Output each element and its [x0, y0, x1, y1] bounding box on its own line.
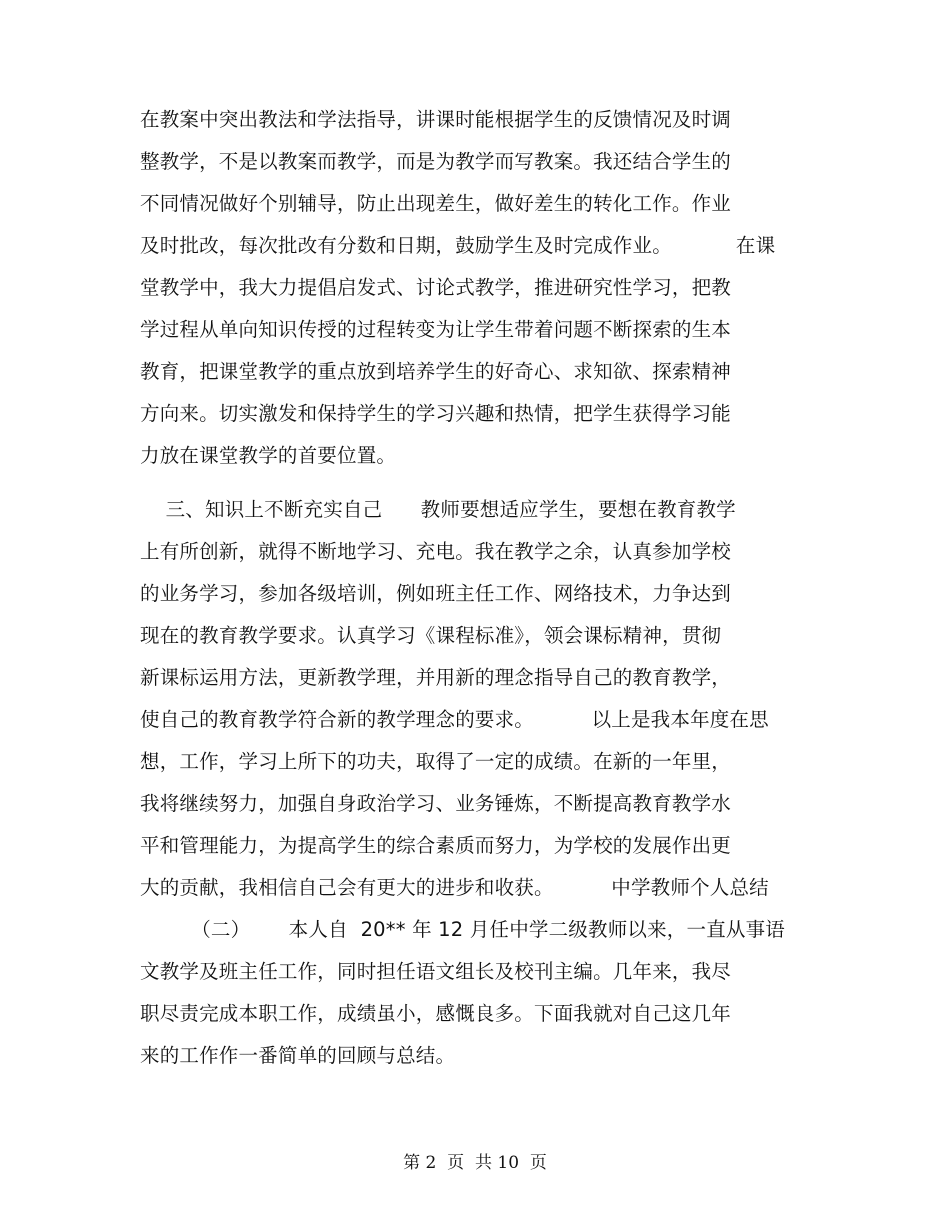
text-line: 想，工作，学习上所下的功夫，取得了一定的成绩。在新的一年里，: [140, 750, 732, 773]
text-line: 职尽责完成本职工作，成绩虽小，感慨良多。下面我就对自己这几年: [140, 1002, 732, 1025]
text-line: 学过程从单向知识传授的过程转变为让学生带着问题不断探索的生本: [140, 318, 732, 341]
page-number-footer: 第 2 页 共 10 页: [403, 1153, 547, 1173]
text-line: 使自己的教育教学符合新的教学理念的要求。 以上是我本年度在思: [140, 708, 769, 731]
text-line: 方向来。切实激发和保持学生的学习兴趣和热情，把学生获得学习能: [140, 402, 732, 425]
text-line: 现在的教育教学要求。认真学习《课程标准》，领会课标精神，贯彻: [140, 624, 722, 647]
text-line: 大的贡献，我相信自己会有更大的进步和收获。 中学教师个人总结: [140, 876, 769, 899]
text-line: 力放在课堂教学的首要位置。: [140, 444, 397, 467]
text-line: 我将继续努力，加强自身政治学习、业务锤炼，不断提高教育教学水: [140, 792, 732, 815]
text-line: 上有所创新，就得不断地学习、充电。我在教学之余，认真参加学校: [140, 540, 732, 563]
text-line: （二） 本人自 20** 年 12 月任中学二级教师以来，一直从事语: [140, 918, 785, 941]
text-line: 整教学，不是以教案而教学，而是为教学而写教案。我还结合学生的: [140, 150, 732, 173]
text-line: 教育，把课堂教学的重点放到培养学生的好奇心、求知欲、探索精神: [140, 360, 732, 383]
text-line: 的业务学习，参加各级培训，例如班主任工作、网络技术，力争达到: [140, 582, 732, 605]
text-line: 三、知识上不断充实自己 教师要想适应学生，要想在教育教学: [140, 498, 736, 521]
text-line: 文教学及班主任工作，同时担任语文组长及校刊主编。几年来，我尽: [140, 960, 732, 983]
text-line: 在教案中突出教法和学法指导，讲课时能根据学生的反馈情况及时调: [140, 108, 732, 131]
text-line: 新课标运用方法，更新教学理，并用新的理念指导自己的教育教学，: [140, 666, 732, 689]
text-line: 堂教学中，我大力提倡启发式、讨论式教学，推进研究性学习，把教: [140, 276, 732, 299]
text-line: 平和管理能力，为提高学生的综合素质而努力，为学校的发展作出更: [140, 834, 732, 857]
text-line: 不同情况做好个别辅导，防止出现差生，做好差生的转化工作。作业: [140, 192, 732, 215]
text-line: 来的工作作一番简单的回顾与总结。: [140, 1044, 456, 1067]
text-line: 及时批改，每次批改有分数和日期，鼓励学生及时完成作业。 在课: [140, 234, 776, 257]
